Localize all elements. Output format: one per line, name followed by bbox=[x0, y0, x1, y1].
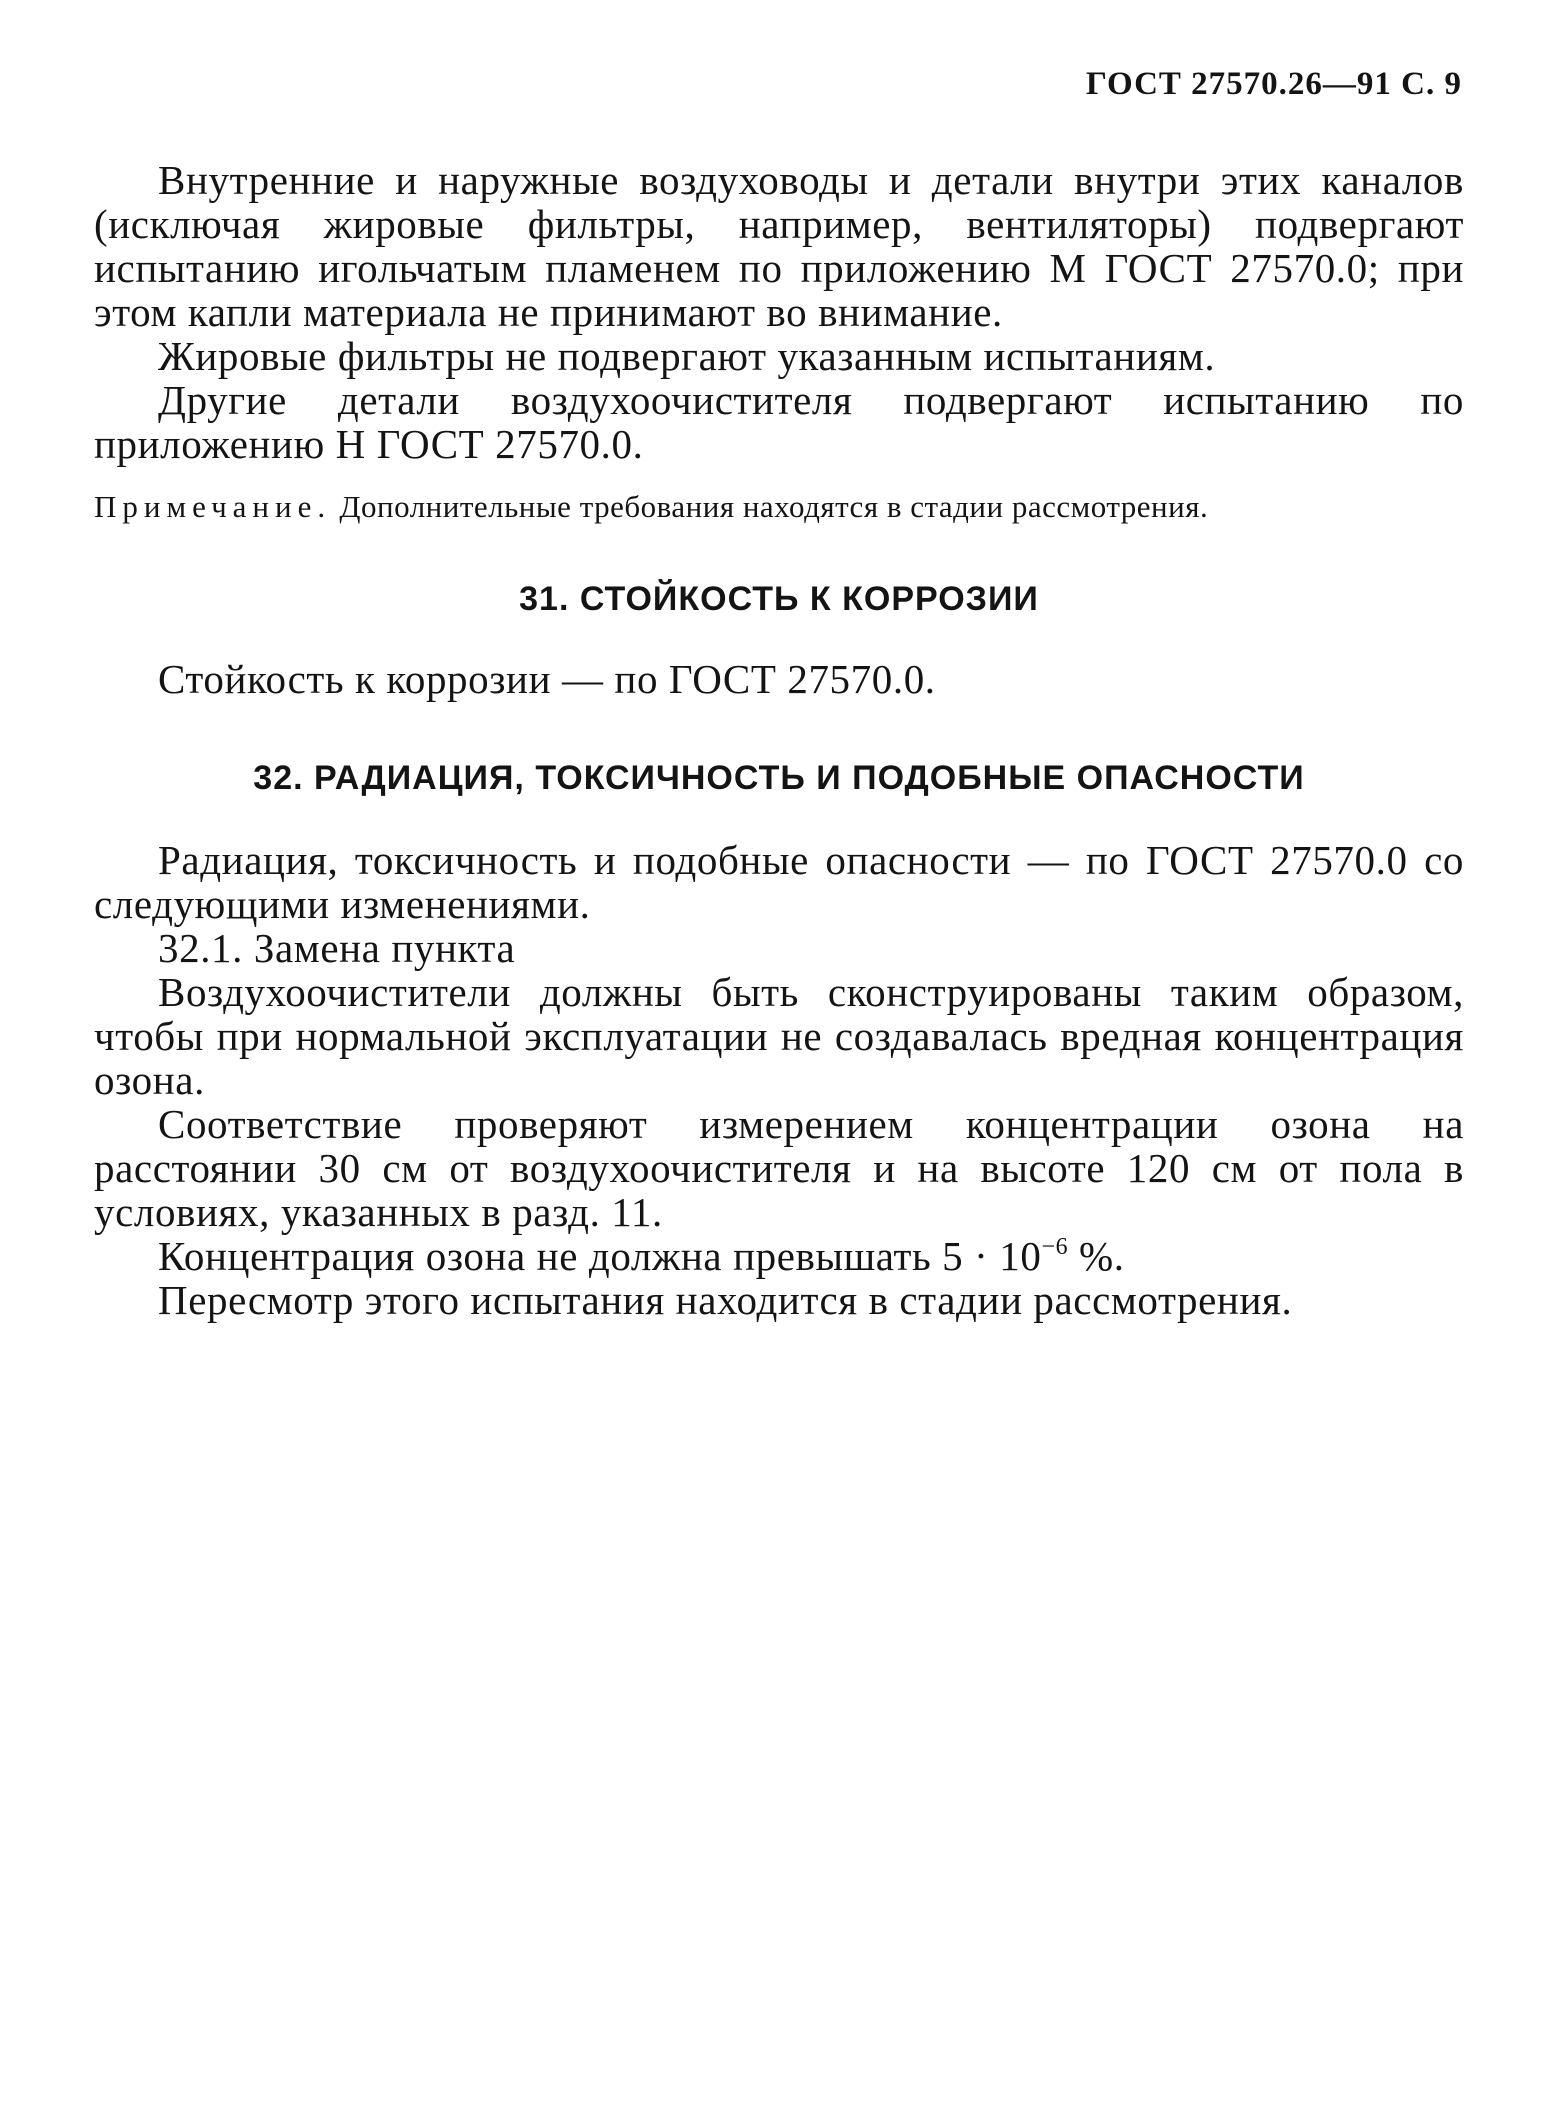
section-32-1-p1: Воздухоочистители должны быть сконструированы таким образом, чтобы при нормальной эксплуатации не создавалась вредная концентрация озона. bbox=[94, 969, 1464, 1103]
note-label: Примечание. bbox=[94, 489, 332, 524]
ozone-limit-text: Концентрация озона не должна превышать 5 · 10 bbox=[158, 1233, 1042, 1279]
page-content bbox=[94, 158, 1464, 1322]
note-text: Дополнительные требования находятся в стадии рассмотрения. bbox=[339, 489, 1209, 524]
page-header: ГОСТ 27570.26—91 С. 9 bbox=[1085, 66, 1462, 102]
section-32-1-p4: Пересмотр этого испытания находится в стадии рассмотрения. bbox=[158, 1277, 1293, 1323]
ozone-limit-unit: %. bbox=[1068, 1233, 1125, 1279]
section-32-1-title: 32.1. Замена пункта bbox=[158, 925, 516, 971]
ozone-limit-exponent: −6 bbox=[1041, 1234, 1069, 1260]
section-32-1-p3 bbox=[94, 1234, 1464, 1278]
section-32-title: 32. РАДИАЦИЯ, ТОКСИЧНОСТЬ И ПОДОБНЫЕ ОПАСНОСТИ bbox=[253, 759, 1305, 797]
section-31-title: 31. СТОЙКОСТЬ К КОРРОЗИИ bbox=[519, 580, 1039, 618]
paragraph-grease-filters: Жировые фильтры не подвергают указанным испытаниям. bbox=[158, 333, 1216, 379]
section-32-1-p2: Соответствие проверяют измерением концентрации озона на расстоянии 30 см от воздухоочистителя и на высоте 120 см от пола в условиях, указанных в разд. 11. bbox=[94, 1101, 1464, 1235]
section-32-intro: Радиация, токсичность и подобные опасности — по ГОСТ 27570.0 со следующими изменениями. bbox=[94, 837, 1464, 927]
paragraph-ducts: Внутренние и наружные воздуховоды и детали внутри этих каналов (исключая жировые фильтры, например, вентиляторы) подвергают испытанию игольчатым пламенем по приложению М ГОСТ 27570.0; при этом капли материала не принимают во внимание. bbox=[94, 157, 1464, 335]
section-31-text: Стойкость к коррозии — по ГОСТ 27570.0. bbox=[158, 656, 936, 702]
paragraph-other-parts: Другие детали воздухоочистителя подвергают испытанию по приложению Н ГОСТ 27570.0. bbox=[94, 377, 1464, 467]
note bbox=[94, 490, 1464, 524]
